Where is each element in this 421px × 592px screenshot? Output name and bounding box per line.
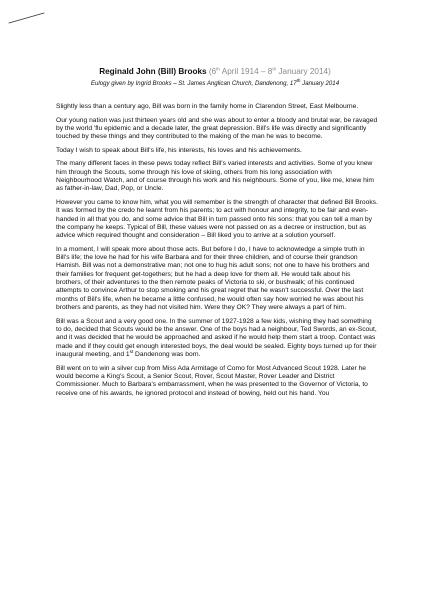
- document-title: [50, 67, 380, 77]
- paragraph: Slightly less than a century ago, Bill was born in the family home in Clarendon Street, East Melbourne.: [56, 103, 359, 110]
- document-header: [50, 67, 380, 88]
- paragraph: Our young nation was just thirteen years old and she was about to enter a bloody and brutal war, be ravaged by the world 'flu epidemic and a decade later, the great depression. Bill's life was directly and significantly touched by these things and they contributed to the making of the man he was to become.: [56, 116, 378, 141]
- document-body: [56, 103, 378, 403]
- paragraph: Today I wish to speak about Bill's life, his interests, his loves and his achievements.: [56, 146, 302, 154]
- title-dates: (6th April 1914 – 8th January 2014): [208, 66, 331, 76]
- paragraph: Bill was a Scout and a very good one. In the summer of 1927-1928 a few kids, wishing they had something to do, decided that Scouts would be the answer. One of the boys had a neighbour, Ted Swords, an ex-Scout, and it was decided that he would be approached and asked if he would help them start a troop. Contact was made and if they could get enough interested boys, the deal would be sealed. Eighty boys turned up for their inaugural meeting, and 1st Dandenong was born.: [56, 317, 377, 359]
- paragraph: However you came to know him, what you will remember is the strength of character that defined Bill Brooks. It was formed by the credo he learnt from his parents; to act with honour and integrity, to be fair and even-handed in all that you do, and some advice that Bill in turn passed onto his sons: that you can tell a man by the company he keeps. Typical of Bill, these values were not passed on as a decree or instruction, but as advice which required thought and consideration – Bill liked you to arrive at a solution yourself.: [56, 198, 378, 240]
- document-subtitle: Eulogy given by Ingrid Brooks – St. James Anglican Church, Dandenong, 17th January 2014: [90, 77, 340, 87]
- paragraph: In a moment, I will speak more about those acts. But before I do, I have to acknowledge a simple truth in Bill's life; the love he had for his wife Barbara and for their three children, and of course their grandson Hamish. Bill was not a demonstrative man; not one to hug his adult sons; not one to have his brothers and their families for frequent get-togethers; but he had a deep love for them all. He would talk about his brothers, of their adventures to the then remote peaks of Victoria to ski, or bushwalk; of his continued attempts to convince Arthur to stop smoking and his great regret that he wasn't successful. Over the last months of Bill's life, when he became a little confused, he would often say how worried he was about his brothers and parents, as they had not visited him. Were they OK? They were always a part of him.: [56, 245, 370, 312]
- paragraph: Bill went on to win a silver cup from Miss Ada Armitage of Como for Most Advanced Scout 1928. Later he would become a King's Scout, a Senior Scout, Rover, Scout Master, Rover Leader and District Commissioner. Much to Barbara's embarrassment, when he was presented to the Governor of Victoria, to receive one of his awards, he ignored protocol and instead of bowing, held out his hand. You: [56, 364, 368, 397]
- title-name: Reginald John (Bill) Brooks: [99, 67, 207, 76]
- paragraph: The many different faces in these pews today reflect Bill's varied interests and activities. Some of you knew him through the Scouts, some through his love of skiing, others from his long association with Neighbourhood Watch, and of course through his work and his neighbours. Some of you, like me, knew him as father-in-law, Dad, Pop, or Uncle.: [56, 160, 374, 193]
- pen-stroke-mark: [8, 8, 48, 28]
